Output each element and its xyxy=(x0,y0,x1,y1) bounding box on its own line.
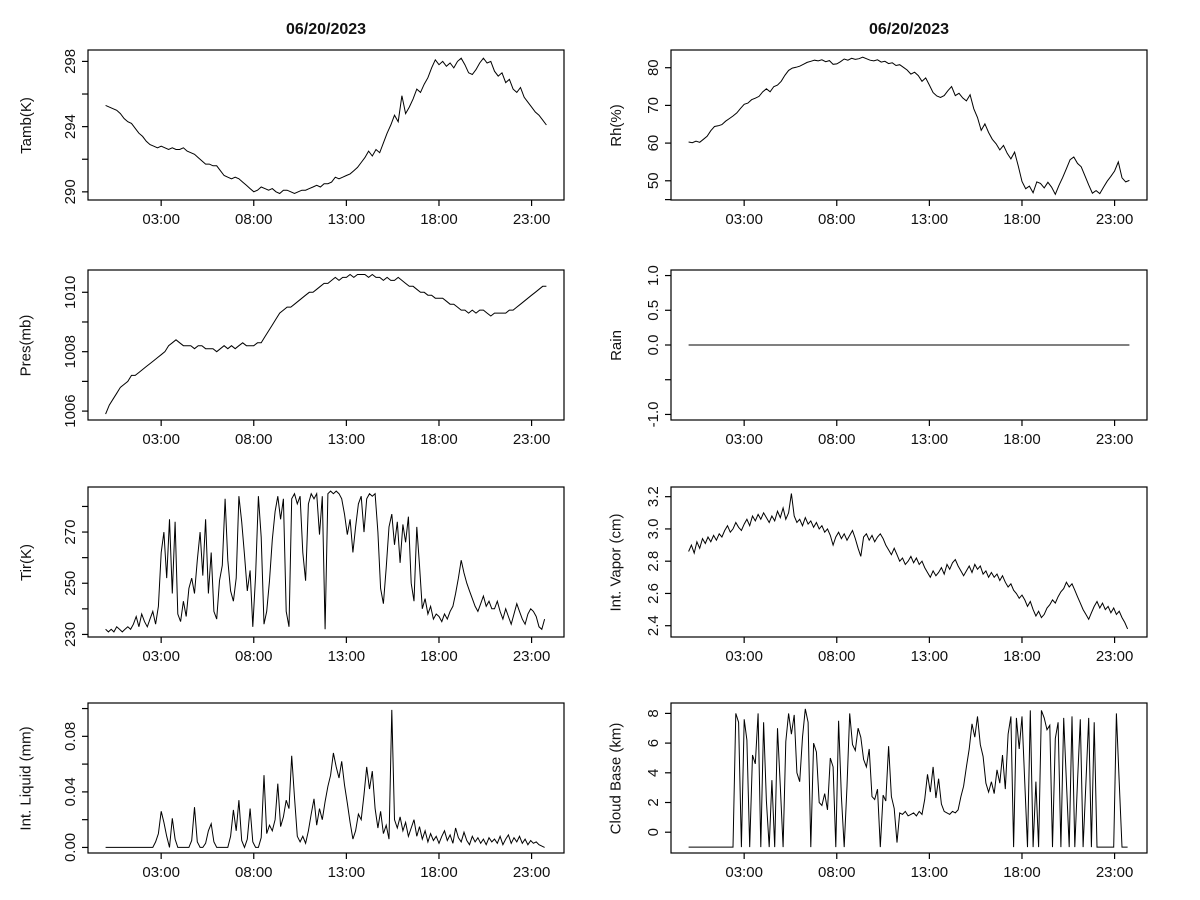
tir-series-line xyxy=(106,491,545,632)
x-axis xyxy=(725,420,1133,448)
x-axis xyxy=(725,853,1133,881)
rh-series-line xyxy=(689,57,1130,194)
y-axis xyxy=(645,265,671,427)
plot-area-rh xyxy=(600,0,1200,225)
y-tick-label: 70 xyxy=(645,97,662,114)
x-tick-label: 13:00 xyxy=(327,864,366,881)
plot-box xyxy=(88,50,564,200)
plot-area-vapor xyxy=(600,450,1200,675)
x-tick-label: 08:00 xyxy=(817,211,856,225)
x-tick-label: 08:00 xyxy=(234,648,273,665)
y-axis-label-text: Rh(%) xyxy=(607,103,625,147)
plot-area-liquid xyxy=(0,675,600,900)
y-axis xyxy=(62,49,88,204)
x-tick-label: 08:00 xyxy=(817,648,856,665)
y-tick-label: 2.8 xyxy=(645,550,662,572)
y-axis xyxy=(62,506,88,647)
x-axis xyxy=(725,200,1133,225)
y-tick-label: 4 xyxy=(645,768,662,777)
y-tick-label: 3.0 xyxy=(645,518,662,540)
y-tick-label: 1008 xyxy=(62,334,79,369)
pres-series-line xyxy=(106,275,547,415)
panel-tir xyxy=(0,450,600,675)
x-axis xyxy=(142,637,550,665)
x-tick-label: 13:00 xyxy=(910,648,949,665)
x-tick-label: 03:00 xyxy=(725,431,763,448)
x-tick-label: 13:00 xyxy=(327,648,366,665)
x-tick-label: 18:00 xyxy=(420,431,458,448)
x-tick-label: 23:00 xyxy=(512,431,551,448)
vapor-series-line xyxy=(689,494,1128,629)
y-tick-label: 50 xyxy=(645,172,662,190)
x-tick-label: 23:00 xyxy=(512,864,551,881)
y-tick-label: 230 xyxy=(62,621,79,647)
x-tick-label: 18:00 xyxy=(1003,431,1041,448)
plot-area-tamb xyxy=(0,0,600,225)
panel-rain xyxy=(600,225,1200,450)
y-tick-label: 1.0 xyxy=(645,265,662,286)
x-tick-label: 08:00 xyxy=(817,431,856,448)
plot-area-pres xyxy=(0,225,600,450)
y-axis-label-text: Int. Liquid (mm) xyxy=(17,725,35,831)
x-tick-label: 13:00 xyxy=(910,211,949,225)
plot-box xyxy=(671,487,1147,637)
plot-area-tir xyxy=(0,450,600,675)
panel-rh xyxy=(600,0,1200,225)
x-axis xyxy=(725,637,1133,665)
y-tick-label: 1006 xyxy=(62,394,79,428)
tamb-series-line xyxy=(106,58,547,193)
plot-box xyxy=(88,703,564,853)
y-axis xyxy=(645,709,671,836)
x-tick-label: 03:00 xyxy=(142,431,180,448)
x-tick-label: 13:00 xyxy=(910,431,949,448)
y-tick-label: 60 xyxy=(645,134,662,152)
x-tick-label: 13:00 xyxy=(910,864,949,881)
y-tick-label: -1.0 xyxy=(645,401,662,428)
y-axis-label-text: Cloud Base (km) xyxy=(607,722,625,834)
x-tick-label: 18:00 xyxy=(420,648,458,665)
y-tick-label: 0.5 xyxy=(645,299,662,321)
y-axis-label-text: Pres(mb) xyxy=(17,314,35,376)
x-tick-label: 18:00 xyxy=(420,211,458,225)
y-tick-label: 294 xyxy=(62,114,79,140)
y-axis xyxy=(62,276,88,428)
y-tick-label: 0.04 xyxy=(62,777,79,807)
y-tick-label: 0.0 xyxy=(645,334,662,356)
y-axis-label-text: Tamb(K) xyxy=(17,96,35,154)
y-tick-label: 2 xyxy=(645,798,662,807)
panel-title: 06/20/2023 xyxy=(868,21,950,38)
panel-pres xyxy=(0,225,600,450)
x-tick-label: 08:00 xyxy=(234,211,273,225)
x-tick-label: 18:00 xyxy=(420,864,458,881)
x-tick-label: 03:00 xyxy=(142,648,180,665)
x-tick-label: 13:00 xyxy=(327,211,366,225)
panel-liquid xyxy=(0,675,600,900)
y-tick-label: 80 xyxy=(645,59,662,77)
x-tick-label: 18:00 xyxy=(1003,211,1041,225)
y-axis xyxy=(645,59,671,199)
y-tick-label: 8 xyxy=(645,709,662,718)
x-tick-label: 08:00 xyxy=(234,864,273,881)
y-tick-label: 2.6 xyxy=(645,583,662,604)
y-axis-label-text: Tir(K) xyxy=(17,543,35,581)
y-tick-label: 0.00 xyxy=(62,832,79,863)
x-tick-label: 23:00 xyxy=(512,648,551,665)
x-tick-label: 23:00 xyxy=(1095,864,1134,881)
x-tick-label: 03:00 xyxy=(142,211,180,225)
y-axis-label-text: Rain xyxy=(607,329,625,361)
plot-box xyxy=(88,270,564,420)
x-tick-label: 23:00 xyxy=(1095,211,1134,225)
x-tick-label: 03:00 xyxy=(142,864,180,881)
y-tick-label: 270 xyxy=(62,519,79,545)
y-tick-label: 290 xyxy=(62,179,79,205)
panel-cloud xyxy=(600,675,1200,900)
x-tick-label: 18:00 xyxy=(1003,648,1041,665)
x-tick-label: 08:00 xyxy=(234,431,273,448)
x-tick-label: 08:00 xyxy=(817,864,856,881)
x-axis xyxy=(142,200,550,225)
y-tick-label: 298 xyxy=(62,48,79,74)
y-tick-label: 250 xyxy=(62,570,79,596)
cloud-series-line xyxy=(689,709,1128,847)
y-axis-label-text: Int. Vapor (cm) xyxy=(607,512,625,612)
panel-tamb xyxy=(0,0,600,225)
x-tick-label: 18:00 xyxy=(1003,864,1041,881)
y-tick-label: 6 xyxy=(645,738,662,748)
y-axis xyxy=(62,709,88,862)
y-tick-label: 1010 xyxy=(62,275,79,309)
x-tick-label: 03:00 xyxy=(725,864,763,881)
y-tick-label: 0 xyxy=(645,828,662,837)
y-axis xyxy=(645,486,671,636)
x-axis xyxy=(142,853,550,881)
x-axis xyxy=(142,420,550,448)
y-tick-label: 0.08 xyxy=(62,721,79,751)
plot-area-cloud xyxy=(600,675,1200,900)
x-tick-label: 03:00 xyxy=(725,211,763,225)
liquid-series-line xyxy=(106,710,545,848)
panel-vapor xyxy=(600,450,1200,675)
x-tick-label: 23:00 xyxy=(1095,648,1134,665)
x-tick-label: 13:00 xyxy=(327,431,366,448)
x-tick-label: 23:00 xyxy=(512,211,551,225)
panel-title: 06/20/2023 xyxy=(285,21,367,38)
y-tick-label: 2.4 xyxy=(645,615,662,637)
x-tick-label: 23:00 xyxy=(1095,431,1134,448)
y-tick-label: 3.2 xyxy=(645,486,662,508)
x-tick-label: 03:00 xyxy=(725,648,763,665)
plot-area-rain xyxy=(600,225,1200,450)
